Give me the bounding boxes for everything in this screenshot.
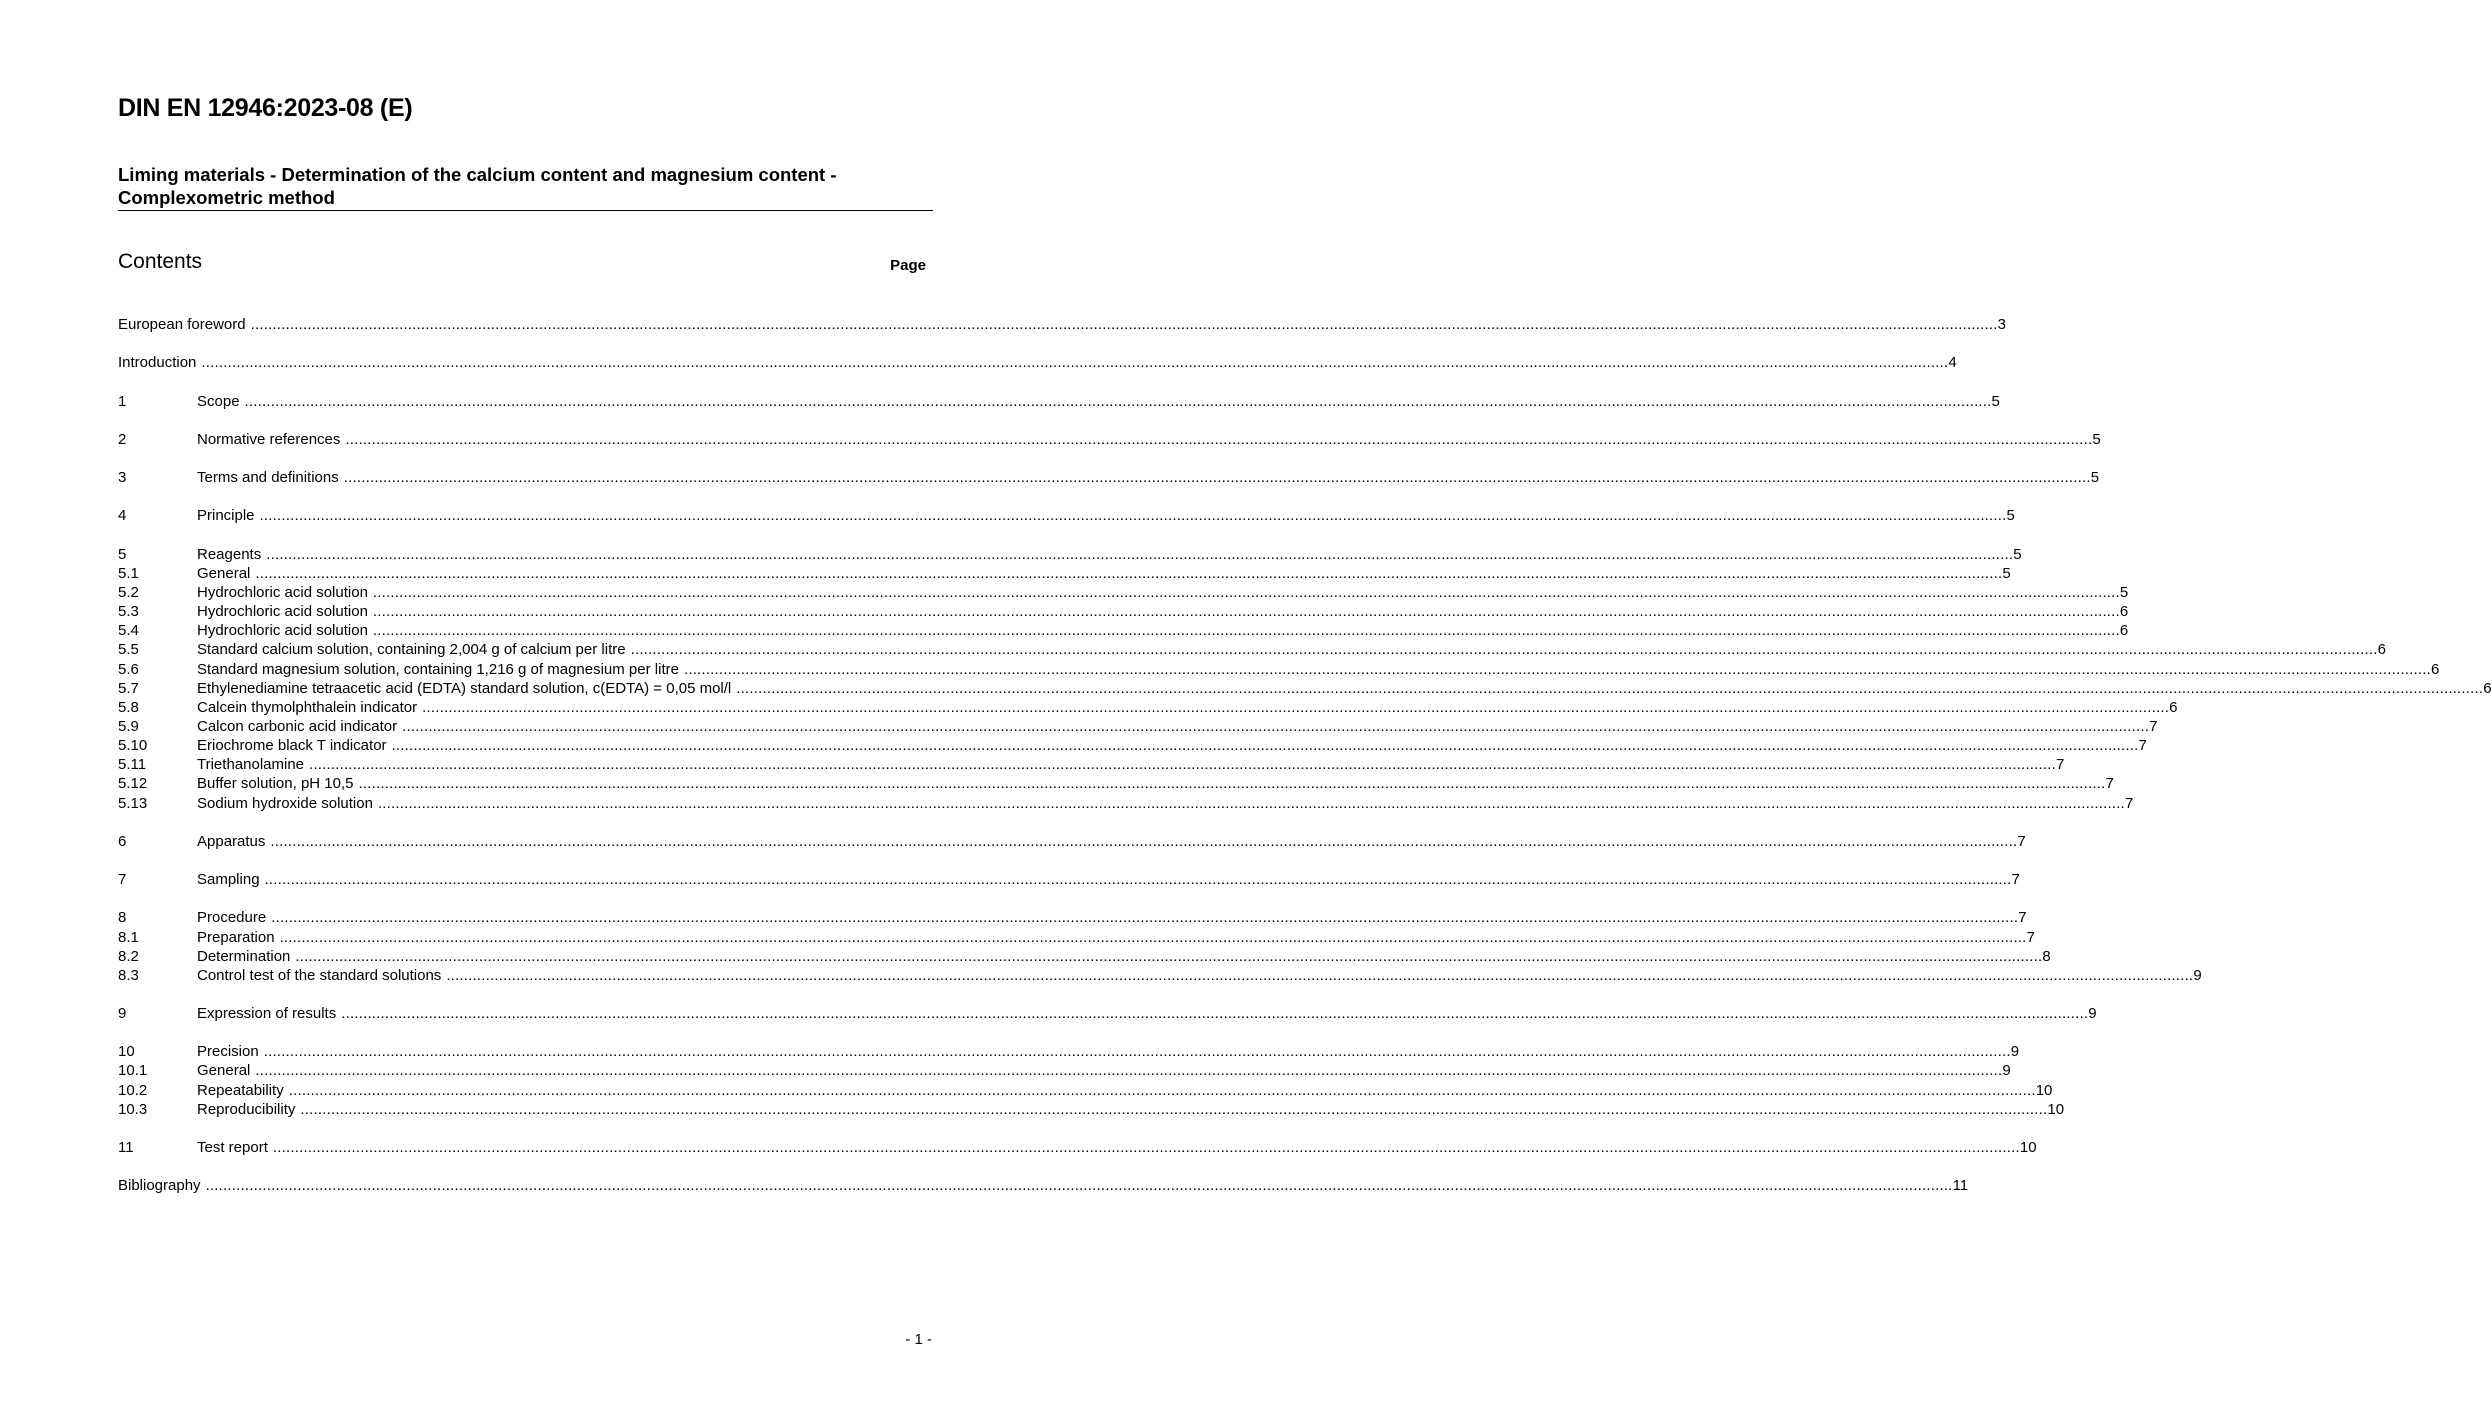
toc-entry-page: 5 <box>2092 430 2101 448</box>
document-title <box>118 163 933 211</box>
toc-entry-title: Calcon carbonic acid indicator <box>197 717 398 735</box>
toc-entry-line <box>118 353 1957 372</box>
toc-entry-number: 6 <box>118 832 127 850</box>
toc-entry-title: Preparation <box>197 928 275 946</box>
toc-entry[interactable] <box>118 774 2114 793</box>
toc-entry-page: 7 <box>2011 871 2020 889</box>
toc-entry-title: Apparatus <box>197 832 266 850</box>
toc-entry-title: Sampling <box>197 871 260 889</box>
toc-entry-page: 7 <box>2056 756 2065 774</box>
toc-entry-page: 8 <box>2042 947 2051 965</box>
toc-dot-leader: ................................................................................................................................................................................................................................................................................................................................................................................................................ <box>683 660 2431 678</box>
toc-entry[interactable] <box>118 1100 2065 1119</box>
toc-dot-leader: ................................................................................................................................................................................................................................................................................................................................................................................................................ <box>343 469 2091 487</box>
toc-entry-number: 8 <box>118 909 127 927</box>
document-title-line-2: Complexometric method <box>118 187 335 208</box>
toc-entry[interactable] <box>118 947 2051 966</box>
toc-entry-page: 6 <box>2430 660 2440 678</box>
toc-entry-number: 5.5 <box>118 641 139 659</box>
toc-entry-number: 8.2 <box>118 947 139 965</box>
toc-entry-line <box>197 679 2492 698</box>
page-column-heading: Page <box>890 257 926 274</box>
toc-entry-number: 10 <box>118 1043 135 1061</box>
toc-entry-line <box>197 545 2022 564</box>
toc-dot-leader: ................................................................................................................................................................................................................................................................................................................................................................................................................ <box>377 794 2125 812</box>
toc-entry[interactable] <box>118 1061 2011 1080</box>
toc-dot-leader: ................................................................................................................................................................................................................................................................................................................................................................................................................ <box>264 871 2012 889</box>
toc-entry-title: Scope <box>197 392 240 410</box>
toc-dot-leader: ................................................................................................................................................................................................................................................................................................................................................................................................................ <box>341 1005 2089 1023</box>
toc-entry[interactable] <box>118 640 2386 659</box>
toc-entry[interactable] <box>118 1081 2053 1100</box>
toc-entry-title: Precision <box>197 1043 259 1061</box>
toc-entry[interactable] <box>118 583 2129 602</box>
toc-dot-leader: ................................................................................................................................................................................................................................................................................................................................................................................................................ <box>205 1177 1953 1195</box>
toc-entry-page: 5 <box>2006 507 2015 525</box>
toc-entry-page: 7 <box>2138 737 2147 755</box>
toc-entry-title: Standard calcium solution, containing 2,004 g of calcium per litre <box>197 641 626 659</box>
toc-dot-leader: ................................................................................................................................................................................................................................................................................................................................................................................................................ <box>300 1100 2048 1118</box>
toc-entry-line <box>197 1042 2020 1061</box>
toc-entry-page: 5 <box>2119 583 2129 601</box>
toc-entry-line <box>197 947 2051 966</box>
toc-dot-leader: ................................................................................................................................................................................................................................................................................................................................................................................................................ <box>271 909 2019 927</box>
toc-entry-line <box>197 966 2202 985</box>
toc-dot-leader: ................................................................................................................................................................................................................................................................................................................................................................................................................ <box>391 737 2139 755</box>
toc-entry[interactable] <box>118 660 2440 679</box>
toc-entry-page: 4 <box>1948 354 1957 372</box>
toc-entry-page: 5 <box>2002 564 2011 582</box>
toc-entry-title: Ethylenediamine tetraacetic acid (EDTA) standard solution, c(EDTA) = 0,05 mol/l <box>197 679 732 697</box>
toc-dot-leader: ................................................................................................................................................................................................................................................................................................................................................................................................................ <box>272 1139 2020 1157</box>
toc-entry-page: 6 <box>2377 641 2386 659</box>
toc-entry-line <box>197 506 2015 525</box>
toc-entry-title: Calcein thymolphthalein indicator <box>197 698 418 716</box>
toc-entry[interactable] <box>118 736 2147 755</box>
toc-entry-title: General <box>197 1062 251 1080</box>
toc-entry-line <box>197 564 2011 583</box>
toc-entry[interactable] <box>118 315 2006 334</box>
toc-entry-page: 9 <box>2193 966 2202 984</box>
toc-entry[interactable] <box>118 545 2022 564</box>
toc-entry-number: 5.4 <box>118 622 139 640</box>
toc-entry-title: Introduction <box>118 354 197 372</box>
toc-entry-line <box>197 1081 2053 1100</box>
toc-dot-leader: ................................................................................................................................................................................................................................................................................................................................................................................................................ <box>630 641 2378 659</box>
toc-entry[interactable] <box>118 966 2202 985</box>
toc-entry-number: 5.10 <box>118 737 148 755</box>
toc-entry-line <box>197 736 2147 755</box>
toc-dot-leader: ................................................................................................................................................................................................................................................................................................................................................................................................................ <box>255 564 2003 582</box>
toc-dot-leader: ................................................................................................................................................................................................................................................................................................................................................................................................................ <box>279 928 2027 946</box>
toc-entry-page: 5 <box>1991 392 2000 410</box>
toc-entry-title: Procedure <box>197 909 267 927</box>
toc-entry-number: 10.3 <box>118 1100 148 1118</box>
toc-entry-line <box>197 774 2114 793</box>
toc-entry-page: 7 <box>2017 832 2026 850</box>
toc-entry[interactable] <box>118 468 2100 487</box>
toc-entry-line <box>197 430 2101 449</box>
toc-entry[interactable] <box>118 794 2134 813</box>
toc-entry[interactable] <box>118 755 2065 774</box>
toc-entry-number: 8.3 <box>118 966 139 984</box>
toc-entry-title: Buffer solution, pH 10,5 <box>197 775 354 793</box>
toc-entry[interactable] <box>118 679 2492 698</box>
toc-entry-page: 7 <box>2026 928 2035 946</box>
toc-entry-page: 9 <box>2088 1005 2097 1023</box>
toc-entry-page: 7 <box>2105 775 2114 793</box>
toc-entry-number: 1 <box>118 392 127 410</box>
toc-entry-page: 10 <box>2047 1100 2065 1118</box>
toc-entry-page: 6 <box>2483 679 2492 697</box>
toc-entry-line <box>197 602 2129 621</box>
toc-entry[interactable] <box>118 621 2129 640</box>
toc-entry-page: 7 <box>2124 794 2134 812</box>
toc-dot-leader: ................................................................................................................................................................................................................................................................................................................................................................................................................ <box>402 717 2150 735</box>
toc-dot-leader: ................................................................................................................................................................................................................................................................................................................................................................................................................ <box>309 756 2056 774</box>
toc-entry-page: 7 <box>2149 717 2158 735</box>
toc-entry-number: 5.7 <box>118 679 139 697</box>
toc-entry-page: 10 <box>2019 1139 2037 1157</box>
toc-entry-number: 8.1 <box>118 928 139 946</box>
toc-entry[interactable] <box>118 353 1957 372</box>
toc-entry-page: 5 <box>2090 469 2100 487</box>
toc-entry-number: 5.13 <box>118 794 148 812</box>
toc-dot-leader: ................................................................................................................................................................................................................................................................................................................................................................................................................ <box>372 622 2120 640</box>
toc-dot-leader: ................................................................................................................................................................................................................................................................................................................................................................................................................ <box>255 1062 2003 1080</box>
toc-entry-number: 5.3 <box>118 603 139 621</box>
toc-entry-title: Terms and definitions <box>197 469 339 487</box>
toc-dot-leader: ................................................................................................................................................................................................................................................................................................................................................................................................................ <box>266 545 2014 563</box>
toc-dot-leader: ................................................................................................................................................................................................................................................................................................................................................................................................................ <box>358 775 2106 793</box>
toc-entry-page: 9 <box>2002 1062 2011 1080</box>
toc-entry[interactable] <box>118 430 2101 449</box>
toc-entry-number: 10.2 <box>118 1081 148 1099</box>
contents-heading: Contents <box>118 250 203 273</box>
toc-entry[interactable] <box>118 1004 2097 1023</box>
toc-entry[interactable] <box>118 928 2035 947</box>
toc-entry-line <box>197 1004 2097 1023</box>
toc-entry[interactable] <box>118 1138 2037 1157</box>
toc-entry-page: 7 <box>2018 909 2027 927</box>
toc-entry-line <box>197 392 2000 411</box>
document-identifier: DIN EN 12946:2023-08 (E) <box>118 94 413 122</box>
toc-entry-title: Principle <box>197 507 255 525</box>
toc-entry-line <box>197 660 2440 679</box>
toc-entry-number: 5.11 <box>118 756 147 774</box>
toc-entry-page: 11 <box>1952 1177 1969 1195</box>
toc-entry-number: 2 <box>118 430 127 448</box>
toc-entry-number: 5.8 <box>118 698 139 716</box>
toc-entry[interactable] <box>118 1176 1969 1195</box>
toc-entry-title: Hydrochloric acid solution <box>197 603 368 621</box>
toc-dot-leader: ................................................................................................................................................................................................................................................................................................................................................................................................................ <box>288 1081 2036 1099</box>
toc-dot-leader: ................................................................................................................................................................................................................................................................................................................................................................................................................ <box>270 832 2018 850</box>
toc-entry-number: 5.2 <box>118 583 139 601</box>
toc-entry-title: Standard magnesium solution, containing 1,216 g of magnesium per litre <box>197 660 679 678</box>
toc-entry-number: 5.9 <box>118 717 139 735</box>
document-title-line-1: Liming materials - Determination of the calcium content and magnesium content - <box>118 164 837 185</box>
toc-entry[interactable] <box>118 564 2011 583</box>
toc-entry-title: Normative references <box>197 430 341 448</box>
toc-dot-leader: ................................................................................................................................................................................................................................................................................................................................................................................................................ <box>422 698 2170 716</box>
toc-dot-leader: ................................................................................................................................................................................................................................................................................................................................................................................................................ <box>372 603 2120 621</box>
toc-entry-title: Reagents <box>197 545 262 563</box>
toc-entry-title: Determination <box>197 947 291 965</box>
toc-entry-line <box>118 315 2006 334</box>
toc-entry-number: 3 <box>118 469 127 487</box>
toc-entry-title: Bibliography <box>118 1177 201 1195</box>
page-number: - 1 - <box>905 1331 932 1348</box>
toc-dot-leader: ................................................................................................................................................................................................................................................................................................................................................................................................................ <box>263 1043 2011 1061</box>
toc-entry-line <box>197 870 2020 889</box>
toc-entry-number: 7 <box>118 871 127 889</box>
toc-entry-title: Hydrochloric acid solution <box>197 622 368 640</box>
toc-entry-title: General <box>197 564 251 582</box>
toc-entry-title: Hydrochloric acid solution <box>197 583 368 601</box>
toc-entry-number: 5 <box>118 545 127 563</box>
toc-entry-page: 10 <box>2035 1081 2053 1099</box>
toc-entry-number: 9 <box>118 1005 127 1023</box>
toc-dot-leader: ................................................................................................................................................................................................................................................................................................................................................................................................................ <box>201 354 1949 372</box>
toc-entry-line <box>197 621 2129 640</box>
toc-entry-number: 10.1 <box>118 1062 148 1080</box>
toc-entry-line <box>197 1061 2011 1080</box>
toc-entry-page: 9 <box>2010 1043 2020 1061</box>
toc-entry-title: Control test of the standard solutions <box>197 966 442 984</box>
toc-entry-line <box>197 908 2027 927</box>
toc-dot-leader: ................................................................................................................................................................................................................................................................................................................................................................................................................ <box>295 947 2043 965</box>
toc-dot-leader: ................................................................................................................................................................................................................................................................................................................................................................................................................ <box>372 583 2120 601</box>
toc-entry[interactable] <box>118 832 2026 851</box>
toc-entry-line <box>197 583 2129 602</box>
toc-entry[interactable] <box>118 506 2015 525</box>
toc-entry-title: Reproducibility <box>197 1100 296 1118</box>
toc-dot-leader: ................................................................................................................................................................................................................................................................................................................................................................................................................ <box>250 316 1998 333</box>
toc-entry-title: Expression of results <box>197 1005 337 1023</box>
toc-entry[interactable] <box>118 392 2000 411</box>
toc-entry[interactable] <box>118 602 2129 621</box>
toc-dot-leader: ................................................................................................................................................................................................................................................................................................................................................................................................................ <box>345 430 2093 448</box>
toc-entry-page: 5 <box>2013 545 2022 563</box>
toc-entry-line <box>197 1138 2037 1157</box>
toc-entry-title: Eriochrome black T indicator <box>197 737 387 755</box>
toc-entry[interactable] <box>118 698 2178 717</box>
toc-entry-line <box>197 794 2134 813</box>
toc-entry-title: Triethanolamine <box>197 756 304 774</box>
toc-entry-page: 6 <box>2119 622 2129 640</box>
toc-entry-number: 5.1 <box>118 564 139 582</box>
toc-entry-number: 4 <box>118 507 127 525</box>
toc-entry-line <box>197 1100 2065 1119</box>
toc-entry[interactable] <box>118 1042 2020 1061</box>
toc-entry[interactable] <box>118 870 2020 889</box>
toc-entry-page: 3 <box>1997 316 2006 333</box>
toc-entry-title: Sodium hydroxide solution <box>197 794 373 812</box>
toc-dot-leader: ................................................................................................................................................................................................................................................................................................................................................................................................................ <box>259 507 2007 525</box>
toc-dot-leader: ................................................................................................................................................................................................................................................................................................................................................................................................................ <box>244 392 1992 410</box>
toc-entry-title: Test report <box>197 1139 268 1157</box>
toc-entry-line <box>197 832 2026 851</box>
toc-entry[interactable] <box>118 717 2158 736</box>
toc-entry-line <box>197 717 2158 736</box>
toc-entry[interactable] <box>118 908 2027 927</box>
toc-entry-page: 6 <box>2119 603 2129 621</box>
toc-entry-line <box>197 928 2035 947</box>
toc-entry-number: 11 <box>118 1139 134 1157</box>
toc-entry-line <box>197 468 2100 487</box>
table-of-contents <box>118 315 2492 1195</box>
toc-entry-line <box>197 640 2386 659</box>
toc-entry-line <box>197 755 2065 774</box>
toc-dot-leader: ................................................................................................................................................................................................................................................................................................................................................................................................................ <box>736 679 2484 697</box>
toc-entry-title: European foreword <box>118 316 246 333</box>
toc-dot-leader: ................................................................................................................................................................................................................................................................................................................................................................................................................ <box>446 966 2194 984</box>
toc-entry-number: 5.12 <box>118 775 148 793</box>
toc-entry-title: Repeatability <box>197 1081 284 1099</box>
toc-entry-number: 5.6 <box>118 660 139 678</box>
toc-entry-line <box>197 698 2178 717</box>
toc-entry-line <box>118 1176 1969 1195</box>
toc-entry-page: 6 <box>2169 698 2178 716</box>
